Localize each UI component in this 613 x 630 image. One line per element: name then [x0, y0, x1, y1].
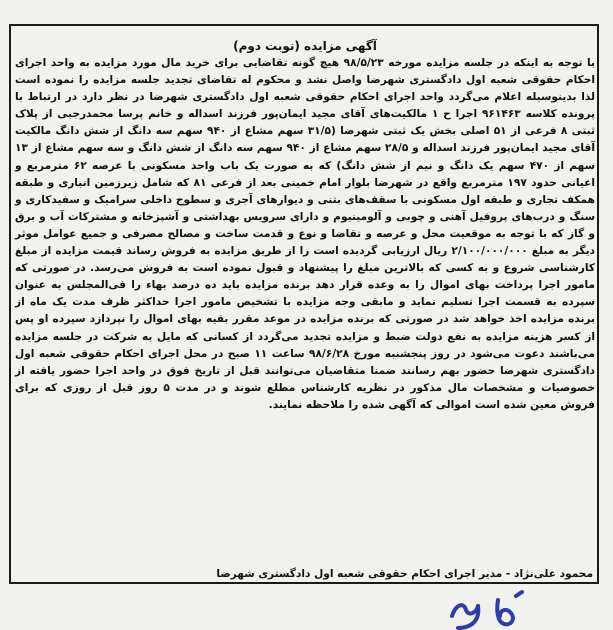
auction-notice [15, 38, 595, 414]
notice-title: آگهی مزایده (نوبت دوم) [233, 39, 377, 53]
notice-body: با توجه به اینکه در جلسه مزایده مورخه ۹۸/۵/۲۳ هیچ گونه تقاضایی برای خرید مال مورد مزایده به واحد اجرای احکام حقوقی شعبه اول دادگستری شهرضا واصل نشد و محکوم له تقاضای تجدید جلسه مزایده را نموده است لذا بدینوسیله اعلام می‌گردد واحد اجرای احکام حقوقی شعبه اول دادگستری شهرضا در نظر دارد در ارتباط با پرونده کلاسه ۹۶۱۴۶۳ اجرا ح ۱ مالکیت‌های آقای مجید ایمان‌پور فرزند اسداله و خانم پرسا محمدرجبی از پلاک ثبتی ۸ فرعی از ۵۱ اصلی بخش یک ثبتی شهرضا (۳۱/۵ سهم مشاع از ۹۴۰ سهم سه دانگ از شش دانگ مالکیت آقای مجید ایمان‌پور فرزند اسداله و ۲۸/۵ سهم مشاع از ۹۴۰ سهم سه دانگ از شش دانگ و سه سهم مشاع از ۱۳ سهم از ۴۷۰ سهم یک دانگ و نیم از شش دانگ) که به صورت یک باب واحد مسکونی با عرصه ۶۲ مترمربع و اعیانی حدود ۱۹۷ مترمربع واقع در شهرضا بلوار امام خمینی بعد از فرعی ۸۱ که شامل زیرزمین انباری و طبقه همکف تجاری و طبقه اول مسکونی با سقف‌های بتنی و دیوارهای آجری و سطوح داخلی سرامیک و سفیدکاری و سنگ و درب‌های پروفیل آهنی و چوبی و آلومینیوم و دارای سرویس بهداشتی و آشپزخانه و مشترکات آب و برق و گاز که با توجه به موقعیت محل و عرصه و تقاضا و نوع و قدمت ساخت و مصالح مصرفی و جمیع عوامل موثر دیگر به مبلغ ۲/۱۰۰/۰۰۰/۰۰۰ ریال ارزیابی گردیده است را از طریق مزایده به فروش رساند قیمت مزایده از مبلغ کارشناسی شروع و به کسی که بالاترین مبلغ را پیشنهاد و قبول نموده است به فروش می‌رسد. در صورتی که مامور اجرا پرداخت بهای اموال را به وعده قرار دهد برنده مزایده باید ده درصد بهاء را فی‌المجلس به عنوان سپرده به قسمت اجرا تسلیم نماید و مابقی وجه مزایده با تشخیص مامور اجرا حداکثر ظرف مدت یک ماه از برنده مزایده اخذ خواهد شد در صورتی که برنده مزایده در موعد مقرر بقیه بهای اموال را نپردازد سپرده او پس از کسر هزینه مزایده به نفع دولت ضبط و مزایده تجدید می‌گردد از کسانی که مایل به شرکت در جلسه مزایده می‌باشند دعوت می‌شود در روز پنجشنبه مورخ ۹۸/۶/۲۸ ساعت ۱۱ صبح در محل اجرای احکام حقوقی شعبه اول دادگستری شهرضا حضور بهم رسانند ضمنا متقاضیان می‌توانند قبل از تاریخ فوق در واحد اجرا حضور یافته از خصوصیات و مشخصات مال مذکور در نظریه کارشناس مطلع شوند و در مدت ۵ روز قبل از روزی که برای فروش معین شده است اموالی که آگهی شده را ملاحظه نمایند. [15, 57, 596, 411]
handwritten-number [442, 586, 538, 630]
notice-signature: محمود علی‌نژاد - مدیر اجرای احکام حقوقی شعبه اول دادگستری شهرضا [216, 568, 593, 580]
